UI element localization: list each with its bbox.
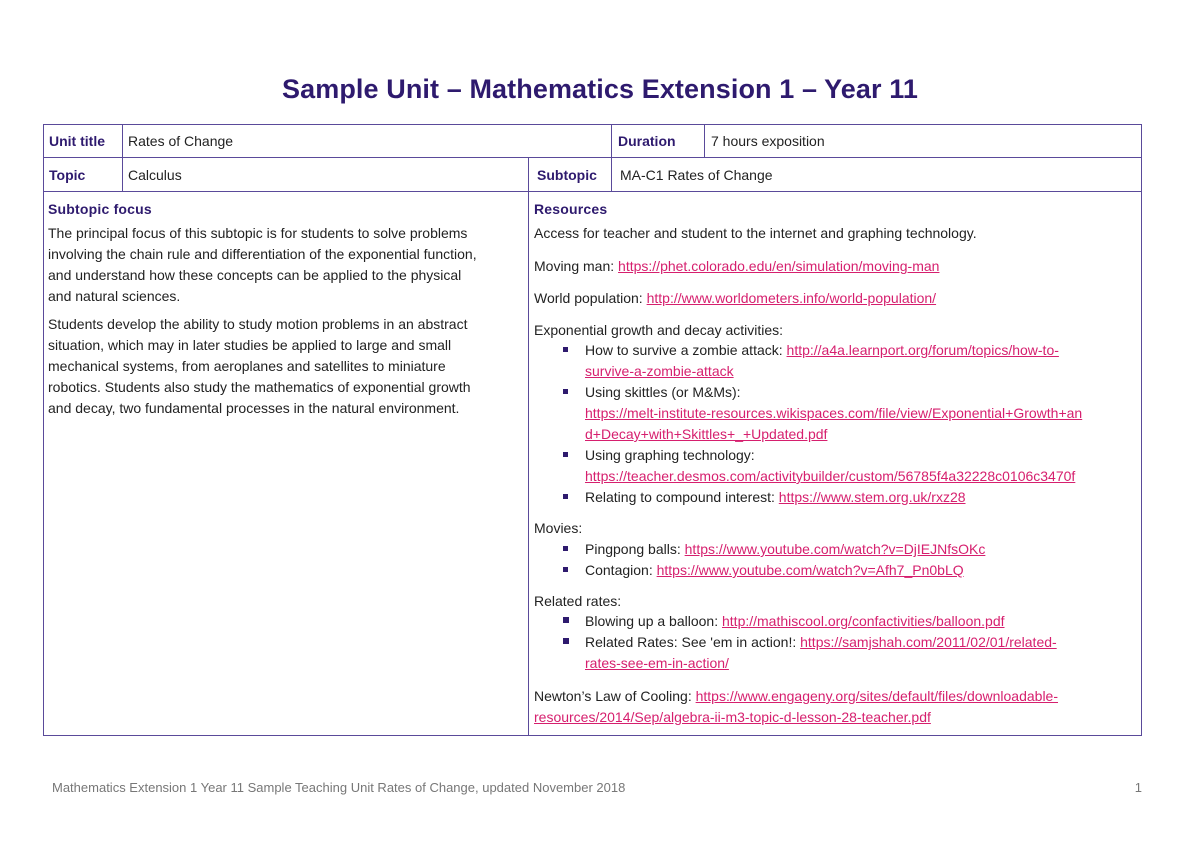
resources-heading: Resources [534,201,608,217]
unit-title-value: Rates of Change [128,133,234,149]
unit-title-label: Unit title [49,133,105,149]
pingpong-item [585,539,985,559]
resources-intro: Access for teacher and student to the internet and graphing technology. [534,225,977,241]
zombie-link[interactable]: survive-a-zombie-attack [585,363,734,379]
bullet-icon [563,494,568,499]
world-population-item [534,288,936,308]
skittles-label: Using skittles (or M&Ms): [585,384,741,400]
page-number: 1 [1134,780,1142,795]
skittles-link-line [585,424,827,444]
bullet-icon [563,617,569,623]
related-rates-link[interactable]: https://samjshah.com/2011/02/01/related- [800,634,1057,650]
bullet-icon [563,546,568,551]
focus-line: mechanical systems, from aeroplanes and satellites to miniature [48,358,446,374]
newton-link[interactable]: resources/2014/Sep/algebra-ii-m3-topic-d-lesson-28-teacher.pdf [534,709,931,725]
graphing-link-line [585,466,1075,486]
topic-label: Topic [49,167,86,183]
bullet-icon [563,567,568,572]
subtopic-value: MA-C1 Rates of Change [620,167,773,183]
subtopic-focus-heading: Subtopic focus [48,201,152,217]
newton-link[interactable]: https://www.engageny.org/sites/default/files/downloadable- [695,688,1059,704]
skittles-link[interactable]: https://melt-institute-resources.wikispaces.com/file/view/Exponential+Growth+an [585,405,1083,421]
related-rates-item [585,632,1057,652]
newton-link-cont [534,707,931,727]
exponential-heading: Exponential growth and decay activities: [534,322,784,338]
contagion-link[interactable]: https://www.youtube.com/watch?v=Afh7_Pn0bLQ [656,562,964,578]
focus-line: and decay, two fundamental processes in the natural environment. [48,400,460,416]
related-rates-link-cont [585,653,729,673]
pingpong-label: Pingpong balls: [585,541,685,557]
graphing-label: Using graphing technology: [585,447,755,463]
balloon-link[interactable]: http://mathiscool.org/confactivities/balloon.pdf [722,613,1005,629]
compound-item [585,487,966,507]
duration-value: 7 hours exposition [711,133,825,149]
zombie-label: How to survive a zombie attack: [585,342,787,358]
zombie-item [585,340,1059,360]
contagion-label: Contagion: [585,562,657,578]
focus-line: Students develop the ability to study motion problems in an abstract [48,316,468,332]
footer-text: Mathematics Extension 1 Year 11 Sample Teaching Unit Rates of Change, updated November 2018 [52,780,626,795]
related-rates-link[interactable]: rates-see-em-in-action/ [585,655,729,671]
focus-line: robotics. Students also study the mathematics of exponential growth [48,379,471,395]
balloon-label: Blowing up a balloon: [585,613,722,629]
bullet-icon [563,638,569,644]
pingpong-link[interactable]: https://www.youtube.com/watch?v=DjIEJNfsOKc [684,541,986,557]
contagion-item [585,560,964,580]
moving-man-link[interactable]: https://phet.colorado.edu/en/simulation/moving-man [618,258,940,274]
newton-item [534,686,1058,706]
movies-heading: Movies: [534,520,583,536]
bullet-icon [563,347,568,352]
moving-man-label: Moving man: [534,258,619,274]
compound-label: Relating to compound interest: [585,489,779,505]
focus-line: The principal focus of this subtopic is for students to solve problems [48,225,468,241]
topic-value: Calculus [128,167,182,183]
bullet-icon [563,452,568,457]
world-population-link[interactable]: http://www.worldometers.info/world-population/ [646,290,937,306]
focus-line: situation, which may in later studies be applied to large and small [48,337,452,353]
related-rates-label: Related Rates: See 'em in action!: [585,634,801,650]
subtopic-label: Subtopic [537,167,597,183]
moving-man-item [534,256,939,276]
compound-link[interactable]: https://www.stem.org.uk/rxz28 [778,489,966,505]
focus-line: involving the chain rule and differentiation of the exponential function, [48,246,477,262]
world-population-label: World population: [534,290,647,306]
focus-line: and understand how these concepts can be applied to the physical [48,267,462,283]
bullet-icon [563,389,568,394]
duration-label: Duration [618,133,676,149]
zombie-link[interactable]: http://a4a.learnport.org/forum/topics/how-to- [786,342,1059,358]
skittles-link-line [585,403,1082,423]
graphing-link[interactable]: https://teacher.desmos.com/activitybuilder/custom/56785f4a32228c0106c3470f [585,468,1076,484]
balloon-item [585,611,1005,631]
page-title: Sample Unit – Mathematics Extension 1 – Year 11 [282,74,918,104]
focus-line: and natural sciences. [48,288,181,304]
related-rates-heading: Related rates: [534,593,622,609]
zombie-link-cont [585,361,734,381]
skittles-link[interactable]: d+Decay+with+Skittles+_+Updated.pdf [585,426,828,442]
newton-label: Newton’s Law of Cooling: [534,688,696,704]
